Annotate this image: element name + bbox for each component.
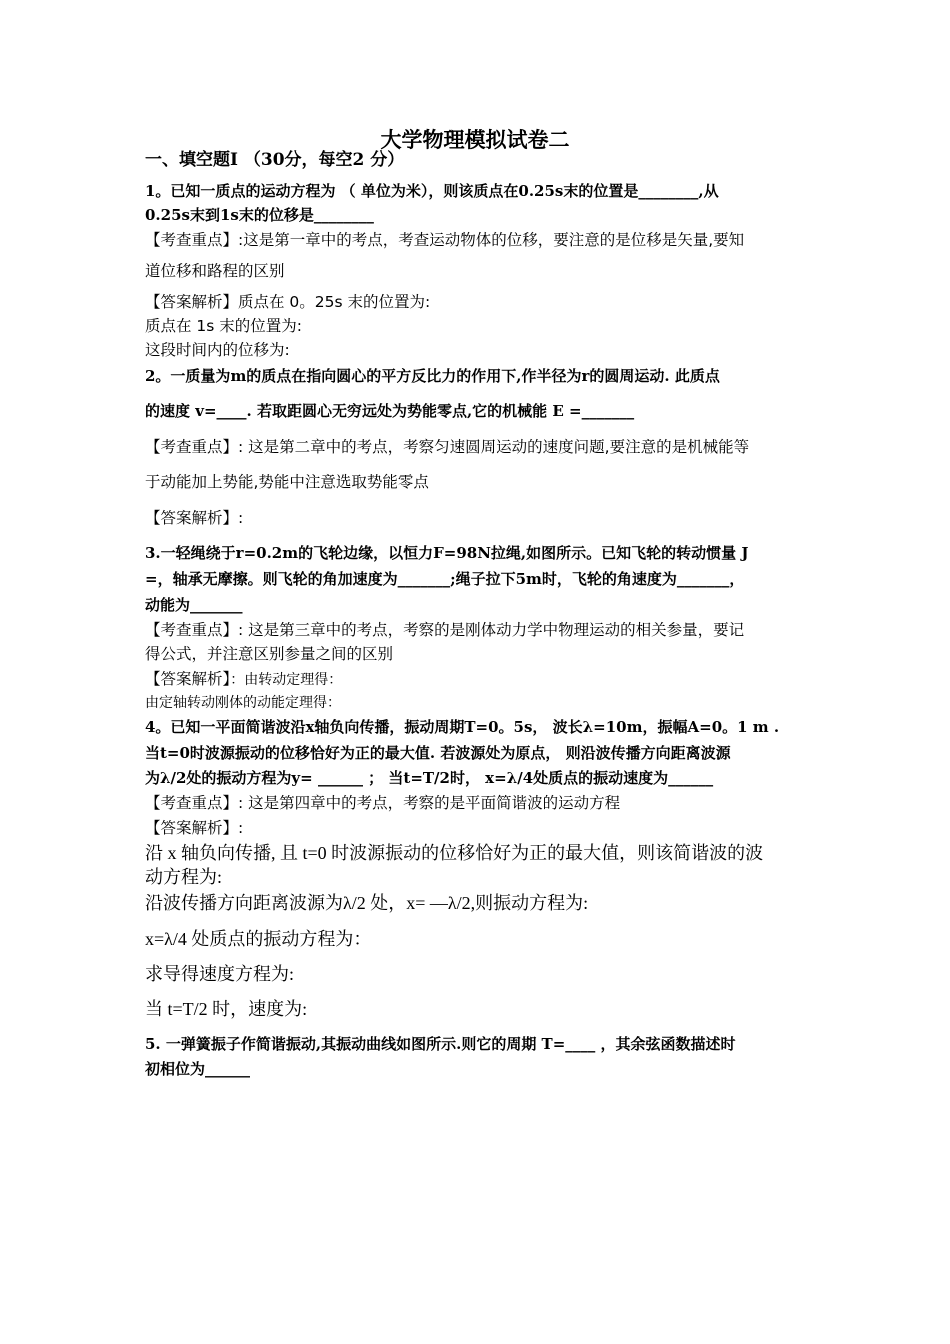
q3-line-2: =，轴承无摩擦。则飞轮的角加速度为_______;绳子拉下5m时，飞轮的角速度为_______， [145,570,745,588]
q4-solution-line-6: 当 t=T/2 时，速度为: [145,999,308,1019]
q3-answer-text: ：由转动定理得： [230,672,343,688]
q4-answer-label: 【答案解析】: [145,819,244,837]
q1-focus-line-1: 【考查重点】:这是第一章中的考点，考查运动物体的位移，要注意的是位移是矢量,要知 [145,231,745,249]
q3-answer-label: 【答案解析】 [145,670,231,688]
q5-line-1: 5. 一弹簧振子作简谐振动,其振动曲线如图所示.则它的周期 T=____ ，其余弦函数描述时 [145,1035,736,1053]
q2-line-1: 2。一质量为m的质点在指向圆心的平方反比力的作用下,作半径为r的圆周运动. 此质点 [145,367,720,385]
q2-line-2: 的速度 v=____. 若取距圆心无穷远处为势能零点,它的机械能 E =_______ [145,402,635,420]
q1-line-1: 1。已知一质点的运动方程为 （ 单位为米），则该质点在0.25s末的位置是________,从 [145,182,719,200]
q4-solution-line-4: x=λ/4 处质点的振动方程为： [145,929,372,949]
q1-answer-line-3: 这段时间内的位移为: [145,341,290,359]
q3-answer-line-1 [145,669,825,690]
section-heading: 一、填空题Ⅰ （30分，每空2 分） [145,150,405,170]
q4-solution-line-1: 沿 x 轴负向传播, 且 t=0 时波源振动的位移恰好为正的最大值，则该简谐波的波 [145,843,764,863]
q2-answer-label: 【答案解析】: [145,509,244,527]
page-title: 大学物理模拟试卷二 [380,127,570,152]
q5-line-2: 初相位为______ [145,1060,251,1078]
q3-focus-line-2: 得公式，并注意区别参量之间的区别 [145,645,394,663]
q3-answer-line-2: 由定轴转动刚体的动能定理得： [145,695,341,711]
q1-focus-line-2: 道位移和路程的区别 [145,262,285,280]
q4-focus-line: 【考查重点】: 这是第四章中的考点，考察的是平面简谐波的运动方程 [145,794,621,812]
q4-line-3: 为λ/2处的振动方程为y= ______ ； 当t=T/2时， x=λ/4处质点的振动速度为______ [145,769,714,787]
q3-line-1: 3.一轻绳绕于r=0.2m的飞轮边缘，以恒力F=98N拉绳,如图所示。已知飞轮的转动惯量 J [145,544,749,562]
q4-line-2: 当t=0时波源振动的位移恰好为正的最大值. 若波源处为原点， 则沿波传播方向距离波源 [145,744,731,762]
q2-focus-line-1: 【考查重点】: 这是第二章中的考点，考察匀速圆周运动的速度问题,要注意的是机械能等 [145,438,750,456]
q4-solution-line-5: 求导得速度方程为: [145,964,295,984]
q1-line-2: 0.25s末到1s末的位移是________ [145,206,374,224]
q3-line-3: 动能为_______ [145,596,243,614]
q4-line-1: 4。已知一平面简谐波沿x轴负向传播，振动周期T=0。5s， 波长λ=10m，振幅A=0。1 m . [145,718,780,736]
q3-focus-line-1: 【考查重点】: 这是第三章中的考点，考察的是刚体动力学中物理运动的相关参量，要记 [145,621,745,639]
q4-solution-line-2: 动方程为: [145,867,223,887]
q1-answer-line-1: 【答案解析】质点在 0。25s 末的位置为: [145,293,431,311]
q2-focus-line-2: 于动能加上势能,势能中注意选取势能零点 [145,473,429,491]
q4-solution-line-3: 沿波传播方向距离波源为λ/2 处，x= —λ/2,则振动方程为: [145,893,589,913]
q1-answer-line-2: 质点在 1s 末的位置为: [145,317,303,335]
